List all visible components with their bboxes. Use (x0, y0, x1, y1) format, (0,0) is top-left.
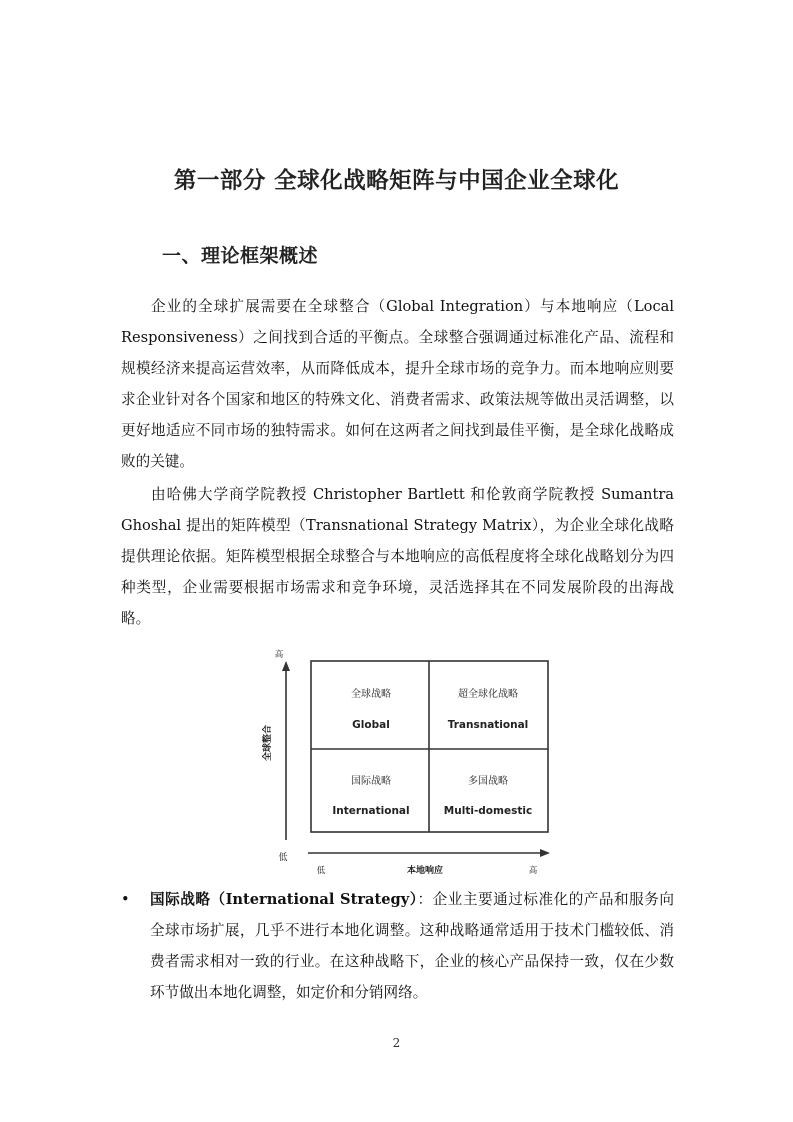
main-heading: 第一部分 全球化战略矩阵与中国企业全球化 (173, 168, 620, 194)
quadrant-multidomestic-cn: 多国战略 (468, 776, 508, 787)
section-heading: 一、理论框架概述 (162, 245, 319, 267)
page-number: 2 (392, 1036, 401, 1050)
x-axis-label: 本地响应 (406, 866, 444, 876)
quadrant-global-cn: 全球战略 (351, 689, 391, 700)
bullet-marker: • (121, 891, 130, 908)
x-axis-low-label: 低 (316, 866, 326, 876)
y-axis-low-label: 低 (278, 853, 288, 863)
paragraph-1: 企业的全球扩展需要在全球整合（Global Integration）与本地响应（Local Responsiveness）之间找到合适的平衡点。全球整合强调通过标准化产品、流程和规模经济来提高运营效率，从而降低成本，提升全球市场的竞争力。而本地响应则要求企业针对各个国家和地区的特殊文化、消费者需求、政策法规等做出灵活调整，以更好地适应不同市场的独特需求。如何在这两者之间找到最佳平衡，是全球化战略成败的关键。 (121, 298, 674, 470)
bullet-title: 国际战略（International Strategy） (150, 891, 418, 908)
quadrant-transnational-cn: 超全球化战略 (458, 689, 518, 700)
x-axis-arrowhead (540, 849, 550, 857)
quadrant-global-en: Global (352, 719, 390, 731)
quadrant-international-en: International (332, 805, 410, 817)
quadrant-transnational-en: Transnational (447, 719, 529, 731)
bullet-body: ：企业主要通过标准化的产品和服务向全球市场扩展，几乎不进行本地化调整。这种战略通常适用于技术门槛较低、消费者需求相对一致的行业。在这种战略下，企业的核心产品保持一致，仅在少数环节做出本地化调整，如定价和分销网络。 (150, 891, 674, 1001)
bullet-item-international (150, 884, 674, 1008)
y-axis-arrowhead (282, 661, 290, 671)
y-axis-label: 全球整合 (263, 724, 273, 762)
quadrant-multidomestic-en: Multi-domestic (443, 805, 533, 817)
x-axis-high-label: 高 (528, 866, 538, 876)
paragraph-2: 由哈佛大学商学院教授 Christopher Bartlett 和伦敦商学院教授 Sumantra Ghoshal 提出的矩阵模型（Transnational Strategy Matrix），为企业全球化战略提供理论依据。矩阵模型根据全球整合与本地响应的高低程度将全球化战略划分为四种类型，企业需要根据市场需求和竞争环境，灵活选择其在不同发展阶段的出海战略。 (121, 486, 674, 627)
quadrant-international-cn: 国际战略 (351, 776, 391, 787)
y-axis-high-label: 高 (274, 650, 284, 660)
strategy-matrix-diagram (250, 645, 560, 880)
